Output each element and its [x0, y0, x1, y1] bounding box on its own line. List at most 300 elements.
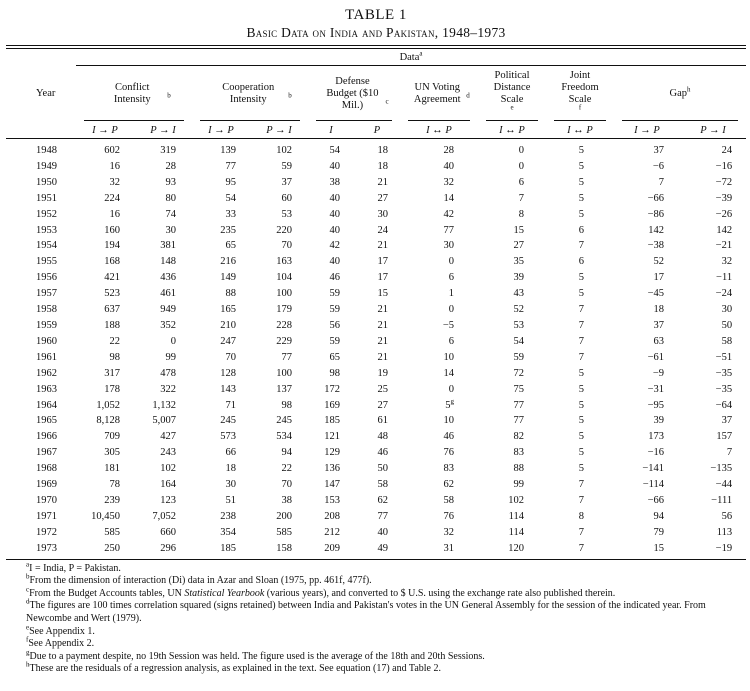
table-row [6, 302, 746, 318]
year-cell: 1960 [36, 335, 57, 347]
table-row [6, 445, 746, 461]
year-cell: 1958 [36, 304, 57, 316]
value-cell: 99 [165, 351, 176, 363]
value-cell: 50 [721, 319, 733, 331]
value-cell: 17 [653, 272, 664, 284]
value-cell: 77 [513, 415, 524, 427]
value-cell: 65 [329, 351, 340, 363]
value-cell: 59 [281, 160, 292, 172]
value-cell: −114 [642, 479, 664, 491]
value-cell: 1,132 [152, 399, 176, 411]
value-cell: 18 [377, 160, 388, 172]
table-row [6, 398, 746, 414]
value-cell: 173 [648, 431, 664, 443]
value-cell: 5 [578, 288, 584, 300]
value-cell: 18 [225, 463, 236, 475]
value-cell: 74 [165, 208, 176, 220]
value-cell: 7 [578, 304, 584, 316]
table-row [6, 175, 746, 191]
value-cell: 0 [518, 160, 524, 172]
value-cell: 5 [578, 431, 584, 443]
value-cell: 0 [448, 256, 454, 268]
value-cell: 88 [513, 463, 524, 475]
table-row [6, 139, 746, 159]
year-cell: 1957 [36, 288, 57, 300]
value-cell: 5,007 [152, 415, 176, 427]
value-cell: 27 [513, 240, 524, 252]
sub-header: I ↔ P [499, 124, 525, 136]
sub-header: I ↔ P [426, 124, 452, 136]
value-cell: 58 [443, 494, 454, 506]
value-cell: 95 [225, 176, 236, 188]
value-cell: 461 [160, 288, 176, 300]
value-cell: −26 [715, 208, 733, 220]
footnote: $^c$From the Budget Accounts tables, UN Statistical Yearbook (various years), and converted to $ U.S. using the exchange rate also published therein. [26, 585, 616, 599]
value-cell: 7 [578, 494, 584, 506]
value-cell: 77 [281, 351, 292, 363]
year-cell: 1965 [36, 415, 57, 427]
value-cell: −9 [652, 367, 664, 379]
sub-header: P → I [150, 124, 176, 136]
value-cell: 83 [443, 463, 454, 475]
table-row [6, 223, 746, 239]
value-cell: 31 [443, 542, 454, 554]
value-cell: −95 [647, 399, 664, 411]
value-cell: 35 [513, 256, 524, 268]
value-cell: 5 [578, 415, 584, 427]
value-cell: −16 [715, 160, 733, 172]
value-cell: 38 [281, 494, 292, 506]
footnote: $^d$The figures are 100 times correlation squared (signs retained) between India and Pakistan's votes in the UN General Assembly for the session of the indicated year. From Newcombe and Wert (1979). [26, 598, 706, 624]
year-cell: 1967 [36, 447, 57, 459]
value-cell: 5$^g$ [445, 397, 454, 411]
value-cell: 58 [377, 479, 388, 491]
value-cell: 602 [104, 145, 120, 156]
value-cell: 5 [578, 399, 584, 411]
value-cell: 21 [377, 351, 388, 363]
value-cell: 7 [578, 240, 584, 252]
value-cell: 25 [377, 383, 388, 395]
value-cell: 15 [653, 542, 664, 554]
gap-header: Gap$^h$ [614, 66, 746, 123]
value-cell: 60 [281, 192, 292, 204]
value-cell: 5 [578, 145, 584, 156]
value-cell: 52 [513, 304, 524, 316]
table-title: Basic Data on India and Pakistan, 1948–1973 [246, 25, 506, 40]
value-cell: 305 [104, 447, 120, 459]
value-cell: 7,052 [152, 510, 176, 522]
value-cell: 0 [448, 304, 454, 316]
value-cell: 523 [104, 288, 120, 300]
value-cell: 220 [276, 224, 292, 236]
value-cell: −66 [647, 192, 664, 204]
value-cell: 158 [276, 542, 292, 554]
value-cell: 5 [578, 447, 584, 459]
value-cell: 10 [443, 415, 454, 427]
value-cell: 129 [324, 447, 340, 459]
value-cell: 660 [160, 526, 176, 538]
value-cell: −16 [647, 447, 664, 459]
value-cell: 59 [329, 335, 340, 347]
value-cell: 185 [324, 415, 340, 427]
year-cell: 1948 [36, 145, 57, 156]
value-cell: 6 [448, 272, 454, 284]
value-cell: 54 [329, 145, 340, 156]
value-cell: 573 [220, 431, 236, 443]
value-cell: 123 [160, 494, 176, 506]
year-cell: 1968 [36, 463, 57, 475]
value-cell: 0 [170, 335, 176, 347]
sub-header: I → P [208, 124, 234, 136]
value-cell: 51 [225, 494, 236, 506]
value-cell: 6 [518, 176, 524, 188]
value-cell: 7 [578, 542, 584, 554]
value-cell: 24 [377, 224, 388, 236]
value-cell: 32 [443, 526, 454, 538]
table-row [6, 286, 746, 302]
value-cell: 216 [220, 256, 236, 268]
value-cell: 6 [578, 224, 584, 236]
value-cell: 15 [513, 224, 524, 236]
conflict-intensity-header: Conflict Intensity $^b$ [76, 66, 192, 123]
value-cell: 139 [220, 145, 236, 156]
un-voting-header: UN Voting Agreement $^d$ [400, 66, 478, 123]
value-cell: 80 [165, 192, 176, 204]
value-cell: 70 [225, 351, 236, 363]
value-cell: 114 [508, 526, 524, 538]
value-cell: −6 [652, 160, 664, 172]
value-cell: 534 [276, 431, 292, 443]
value-cell: 94 [281, 447, 292, 459]
value-cell: 99 [513, 479, 524, 491]
year-header: Year [36, 87, 56, 99]
table-row [6, 270, 746, 286]
value-cell: −141 [642, 463, 664, 475]
value-cell: 5 [578, 176, 584, 188]
value-cell: 21 [377, 335, 388, 347]
value-cell: −44 [715, 479, 733, 491]
value-cell: 70 [281, 240, 292, 252]
value-cell: 354 [220, 526, 236, 538]
value-cell: 228 [276, 319, 292, 331]
table-row [6, 525, 746, 541]
value-cell: 53 [513, 319, 524, 331]
value-cell: 40 [443, 160, 454, 172]
value-cell: 79 [653, 526, 664, 538]
value-cell: 78 [109, 479, 120, 491]
value-cell: 1,052 [96, 399, 120, 411]
value-cell: 5 [578, 160, 584, 172]
table-row [6, 541, 746, 557]
value-cell: 40 [329, 224, 340, 236]
value-cell: 7 [578, 479, 584, 491]
value-cell: 76 [443, 447, 454, 459]
value-cell: 19 [377, 367, 388, 379]
value-cell: −86 [647, 208, 664, 220]
value-cell: −21 [715, 240, 733, 252]
value-cell: 6 [578, 256, 584, 268]
value-cell: 40 [377, 526, 388, 538]
value-cell: 52 [653, 256, 664, 268]
value-cell: 39 [653, 415, 664, 427]
value-cell: 209 [324, 542, 340, 554]
value-cell: 381 [160, 240, 176, 252]
value-cell: 245 [220, 415, 236, 427]
cooperation-intensity-header: Cooperation Intensity $^b$ [192, 66, 308, 123]
value-cell: 8,128 [96, 415, 120, 427]
year-cell: 1956 [36, 272, 57, 284]
sub-header: I → P [634, 124, 660, 136]
year-cell: 1964 [36, 399, 57, 411]
value-cell: 352 [160, 319, 176, 331]
value-cell: 98 [109, 351, 120, 363]
footnote: $^b$From the dimension of interaction (Di) data in Azar and Sloan (1975, pp. 461f, 477f). [26, 572, 372, 587]
value-cell: 102 [160, 463, 176, 475]
value-cell: 0 [518, 145, 524, 156]
year-cell: 1953 [36, 224, 57, 236]
table-row [6, 318, 746, 334]
value-cell: 56 [329, 319, 340, 331]
value-cell: 147 [324, 479, 340, 491]
value-cell: 56 [721, 510, 733, 522]
value-cell: 149 [220, 272, 236, 284]
value-cell: 178 [104, 383, 120, 395]
value-cell: 478 [160, 367, 176, 379]
value-cell: 5 [578, 208, 584, 220]
value-cell: 185 [220, 542, 236, 554]
value-cell: 37 [653, 145, 664, 156]
value-cell: 30 [165, 224, 176, 236]
value-cell: 157 [716, 431, 733, 443]
table-row [6, 207, 746, 223]
year-cell: 1966 [36, 431, 57, 443]
value-cell: 77 [443, 224, 454, 236]
table-row [6, 413, 746, 429]
value-cell: 66 [225, 447, 236, 459]
value-cell: 235 [220, 224, 236, 236]
sub-header: P → I [700, 124, 726, 136]
value-cell: 93 [165, 176, 176, 188]
value-cell: 32 [721, 256, 733, 268]
value-cell: 168 [104, 256, 120, 268]
value-cell: 7 [578, 335, 584, 347]
value-cell: −61 [647, 351, 664, 363]
year-cell: 1955 [36, 256, 57, 268]
value-cell: 114 [508, 510, 524, 522]
value-cell: −45 [647, 288, 664, 300]
value-cell: 40 [329, 192, 340, 204]
value-cell: 28 [443, 145, 454, 156]
value-cell: 243 [160, 447, 176, 459]
value-cell: 21 [377, 176, 388, 188]
value-cell: 427 [160, 431, 176, 443]
value-cell: 42 [443, 208, 454, 220]
footnote: $^e$See Appendix 1. [26, 623, 95, 637]
value-cell: 30 [443, 240, 454, 252]
value-cell: 61 [377, 415, 388, 427]
value-cell: 62 [377, 494, 388, 506]
value-cell: 16 [109, 208, 120, 220]
year-cell: 1971 [36, 510, 57, 522]
value-cell: 137 [276, 383, 292, 395]
value-cell: 6 [448, 335, 454, 347]
value-cell: −72 [715, 176, 733, 188]
value-cell: −38 [647, 240, 664, 252]
value-cell: 14 [443, 192, 454, 204]
value-cell: 59 [513, 351, 524, 363]
value-cell: 98 [281, 399, 292, 411]
value-cell: 153 [324, 494, 340, 506]
value-cell: 7 [518, 192, 524, 204]
value-cell: 49 [377, 542, 388, 554]
value-cell: 7 [578, 351, 584, 363]
value-cell: 5 [578, 463, 584, 475]
value-cell: 585 [276, 526, 292, 538]
value-cell: 75 [513, 383, 524, 395]
value-cell: 27 [377, 192, 388, 204]
value-cell: 42 [329, 240, 340, 252]
value-cell: −51 [715, 351, 733, 363]
value-cell: 142 [716, 224, 733, 236]
sub-header: P → I [266, 124, 292, 136]
value-cell: 32 [109, 176, 120, 188]
value-cell: 585 [104, 526, 120, 538]
data-table [6, 49, 746, 557]
value-cell: 8 [518, 208, 524, 220]
footnote: $^h$These are the residuals of a regression analysis, as explained in the text. See equation (17) and Table 2. [26, 660, 441, 675]
value-cell: 7 [658, 176, 664, 188]
data-header: Data$^a$ [76, 49, 746, 66]
footnotes [6, 560, 746, 676]
table-row [6, 477, 746, 493]
value-cell: 30 [721, 304, 733, 316]
value-cell: 212 [324, 526, 340, 538]
value-cell: −35 [715, 367, 733, 379]
table-row [6, 509, 746, 525]
bottom-rule [6, 559, 746, 560]
value-cell: 100 [276, 367, 292, 379]
value-cell: 238 [220, 510, 236, 522]
value-cell: 43 [513, 288, 524, 300]
value-cell: 82 [513, 431, 524, 443]
value-cell: 98 [329, 367, 340, 379]
value-cell: −64 [715, 399, 733, 411]
year-cell: 1973 [36, 542, 57, 554]
value-cell: 48 [377, 431, 388, 443]
value-cell: 71 [225, 399, 236, 411]
value-cell: 27 [377, 399, 388, 411]
value-cell: 22 [281, 463, 292, 475]
value-cell: 5 [578, 367, 584, 379]
value-cell: 18 [377, 145, 388, 156]
value-cell: 77 [225, 160, 236, 172]
value-cell: −135 [710, 463, 733, 475]
value-cell: −24 [715, 288, 733, 300]
value-cell: 164 [160, 479, 176, 491]
value-cell: 113 [716, 526, 733, 538]
value-cell: 39 [513, 272, 524, 284]
value-cell: 62 [443, 479, 454, 491]
value-cell: −39 [715, 192, 733, 204]
value-cell: 16 [109, 160, 120, 172]
value-cell: 0 [448, 383, 454, 395]
table-row [6, 366, 746, 382]
value-cell: 319 [160, 145, 176, 156]
value-cell: 8 [578, 510, 584, 522]
value-cell: 50 [377, 463, 388, 475]
joint-freedom-header: Joint Freedom Scale$^f$ [546, 66, 614, 123]
value-cell: −66 [647, 494, 664, 506]
value-cell: −35 [715, 383, 733, 395]
defense-budget-header: Defense Budget ($10 Mil.) $^c$ [308, 66, 400, 123]
value-cell: 136 [324, 463, 340, 475]
table-row [6, 254, 746, 270]
table-body [6, 139, 746, 557]
value-cell: 128 [220, 367, 236, 379]
value-cell: 709 [104, 431, 120, 443]
value-cell: 58 [721, 335, 733, 347]
value-cell: 165 [220, 304, 236, 316]
year-cell: 1951 [36, 192, 57, 204]
table-row [6, 493, 746, 509]
value-cell: 17 [377, 272, 388, 284]
footnote: $^f$See Appendix 2. [26, 635, 95, 650]
value-cell: 181 [104, 463, 120, 475]
table-row [6, 429, 746, 445]
value-cell: 179 [276, 304, 292, 316]
year-cell: 1952 [36, 208, 57, 220]
value-cell: 77 [377, 510, 388, 522]
value-cell: 317 [104, 367, 120, 379]
value-cell: −111 [711, 494, 733, 506]
value-cell: 22 [109, 335, 120, 347]
year-cell: 1954 [36, 240, 57, 252]
value-cell: 21 [377, 240, 388, 252]
value-cell: 104 [276, 272, 292, 284]
value-cell: 54 [225, 192, 236, 204]
value-cell: 436 [160, 272, 176, 284]
value-cell: 77 [513, 399, 524, 411]
value-cell: 172 [324, 383, 340, 395]
value-cell: 72 [513, 367, 524, 379]
value-cell: 194 [104, 240, 120, 252]
value-cell: 38 [329, 176, 340, 188]
value-cell: 160 [104, 224, 120, 236]
value-cell: 15 [377, 288, 388, 300]
value-cell: 7 [578, 526, 584, 538]
political-distance-header: Political Distance Scale$^e$ [478, 66, 546, 123]
value-cell: 5 [578, 272, 584, 284]
value-cell: 65 [225, 240, 236, 252]
value-cell: 250 [104, 542, 120, 554]
value-cell: 37 [653, 319, 664, 331]
table-page [6, 0, 746, 676]
value-cell: 7 [726, 447, 733, 459]
value-cell: 163 [276, 256, 292, 268]
value-cell: 83 [513, 447, 524, 459]
sub-header: I [329, 124, 333, 136]
value-cell: 88 [225, 288, 236, 300]
value-cell: 30 [225, 479, 236, 491]
value-cell: 46 [377, 447, 388, 459]
value-cell: 10 [443, 351, 454, 363]
value-cell: −31 [647, 383, 664, 395]
value-cell: 63 [653, 335, 664, 347]
value-cell: 148 [160, 256, 176, 268]
year-cell: 1961 [36, 351, 57, 363]
value-cell: 24 [721, 145, 733, 156]
value-cell: 239 [104, 494, 120, 506]
